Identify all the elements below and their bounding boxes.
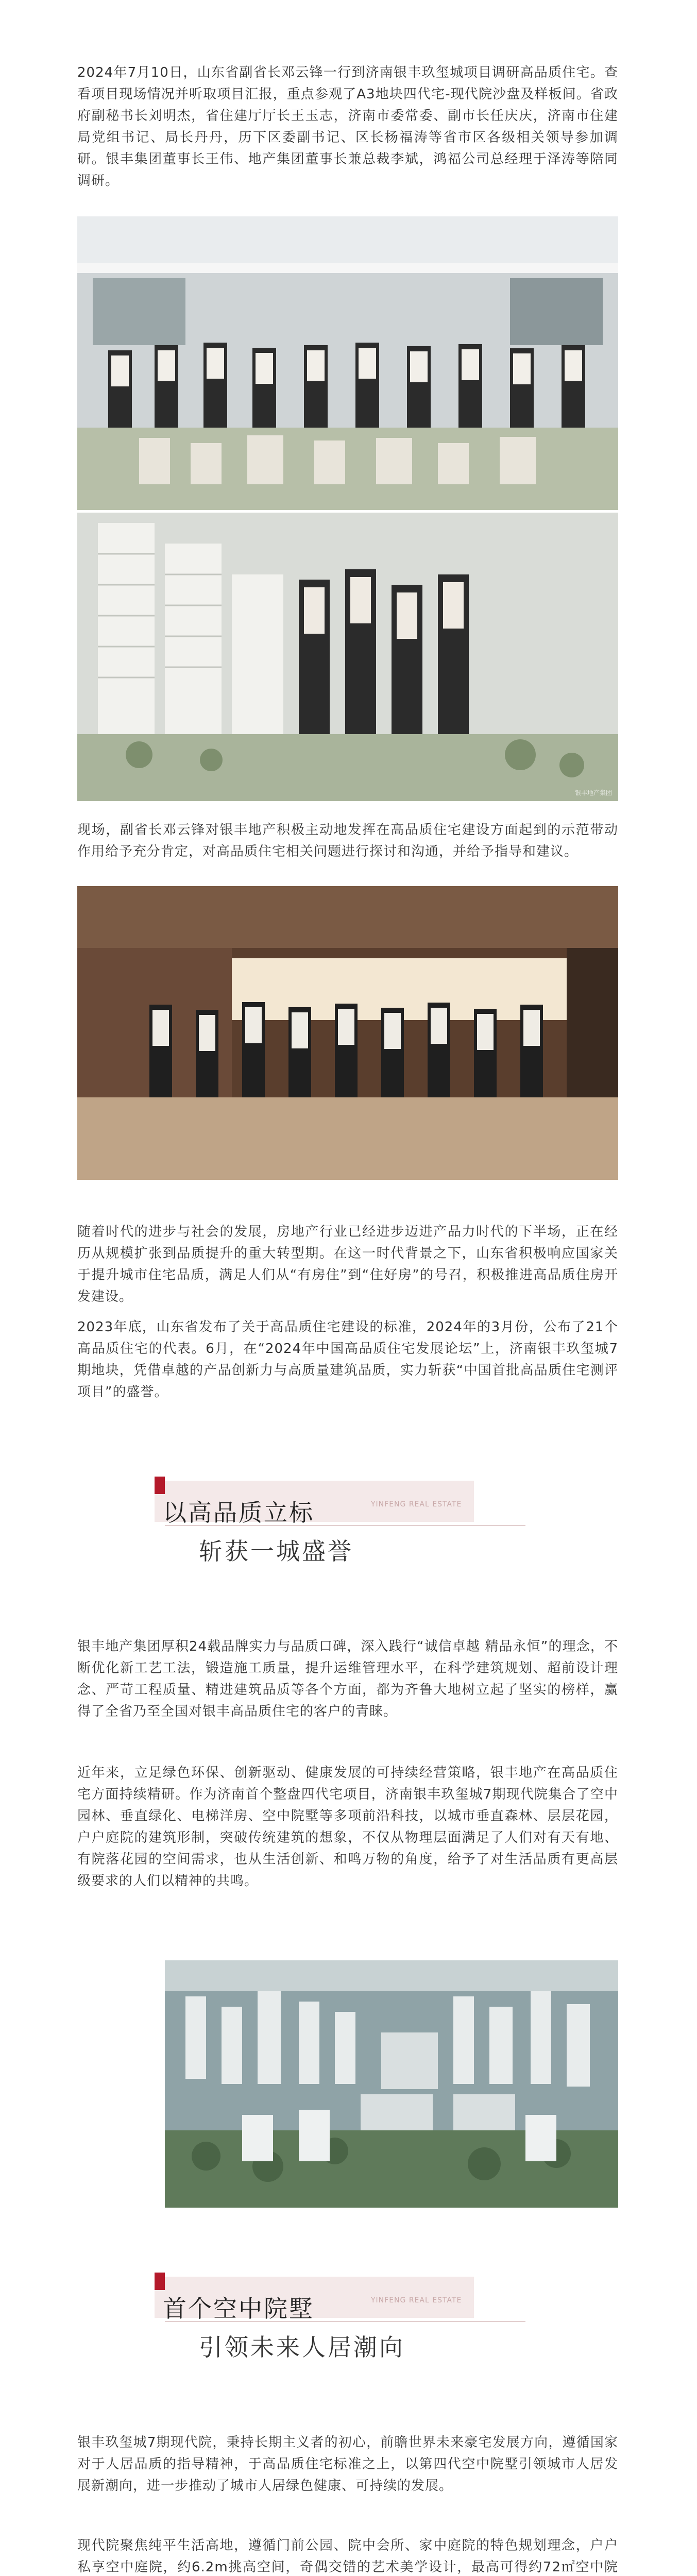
longterm-paragraph: 银丰玖玺城7期现代院，秉持长期主义者的初心，前瞻世界未来豪宅发展方向，遵循国家对于人居品质的指导精神，于高品质住宅标准之上，以第四代空中院墅引领城市人居发展新潮向，进一步推动了城市人居绿色健康、可持续的发展。 <box>77 2435 618 2494</box>
photo-showroom <box>77 886 618 1180</box>
section-header-sky-villa <box>155 2269 546 2378</box>
brand-paragraph: 银丰地产集团厚积24载品牌实力与品质口碑，深入践行“诚信卓越 精品永恒”的理念，不断优化新工艺工法，锻造施工质量，提升运维管理水平，在科学建筑规划、超前设计理念、严苛工程质量、精进建筑品质等各个方面，都为齐鲁大地树立起了坚实的榜样，赢得了全省乃至全国对银丰高品质住宅的客户的青睐。 <box>77 1639 618 1719</box>
section-accent <box>155 1477 165 1494</box>
watermark-text: 银丰地产集团 <box>574 789 612 796</box>
courtyard-paragraph: 现代院聚焦纯平生活高地，遵循门前公园、院中会所、家中庭院的特色规划理念，户户私享空中庭院，约6.2m挑高空间，奇偶交错的艺术美学设计，最高可得约72㎡空中院 <box>77 2538 618 2575</box>
section-title: 首个空中院墅 <box>163 2295 314 2323</box>
section-english-tag: YINFENG REAL ESTATE <box>371 1500 462 1509</box>
photo-aerial-rendering <box>165 1960 618 2208</box>
section-subtitle: 斩获一城盛誉 <box>199 1537 353 1565</box>
era-paragraph: 随着时代的进步与社会的发展，房地产行业已经进步迈进产品力时代的下半场，正在经历从规模扩张到品质提升的重大转型期。在这一时代背景之下，山东省积极响应国家关于提升城市住宅品质，满足人们从“有房住”到“住好房”的号召，积极推进高品质住房开发建设。 <box>77 1224 618 1304</box>
green-paragraph: 近年来，立足绿色环保、创新驱动、健康发展的可持续经营策略，银丰地产在高品质住宅方面持续精研。作为济南首个整盘四代宅项目，济南银丰玖玺城7期现代院集合了空中园林、垂直绿化、电梯洋房、空中院墅等多项前沿科技，以城市垂直森林、层层花园，户户庭院的建筑形制，突破传统建筑的想象，不仅从物理层面满足了人们对有天有地、有院落花园的空间需求，也从生活创新、和鸣万物的角度，给予了对生活品质有更高层级要求的人们以精神的共鸣。 <box>77 1765 618 1889</box>
section-title: 以高品质立标 <box>163 1499 314 1527</box>
photo-sandtable <box>77 513 618 801</box>
section-subtitle: 引领未来人居潮向 <box>199 2333 405 2361</box>
photo-model-visit <box>77 216 618 510</box>
section-accent <box>155 2273 165 2290</box>
standard-paragraph: 2023年底，山东省发布了关于高品质住宅建设的标准，2024年的3月份，公布了21个高品质住宅的代表。6月，在“2024年中国高品质住宅发展论坛”上，济南银丰玖玺城7期地块，凭借卓越的产品创新力与高质量建筑品质，实力斩获“中国首批高品质住宅测评项目”的盛誉。 <box>77 1319 618 1400</box>
praise-paragraph: 现场，副省长邓云锋对银丰地产积极主动地发挥在高品质住宅建设方面起到的示范带动作用给予充分肯定，对高品质住宅相关问题进行探讨和沟通，并给予指导和建议。 <box>77 822 618 859</box>
section-header-quality <box>155 1473 546 1582</box>
intro-paragraph: 2024年7月10日，山东省副省长邓云锋一行到济南银丰玖玺城项目调研高品质住宅。查看项目现场情况并听取项目汇报，重点参观了A3地块四代宅-现代院沙盘及样板间。省政府副秘书长刘明杰，省住建厅厅长王玉志，济南市委常委、副市长任庆庆，济南市住建局党组书记、局长丹丹，历下区委副书记、区长杨福涛等省市区各级相关领导参加调研。银丰集团董事长王伟、地产集团董事长兼总裁李斌，鸿福公司总经理于泽涛等陪同调研。 <box>77 65 618 189</box>
section-english-tag: YINFENG REAL ESTATE <box>371 2296 462 2304</box>
